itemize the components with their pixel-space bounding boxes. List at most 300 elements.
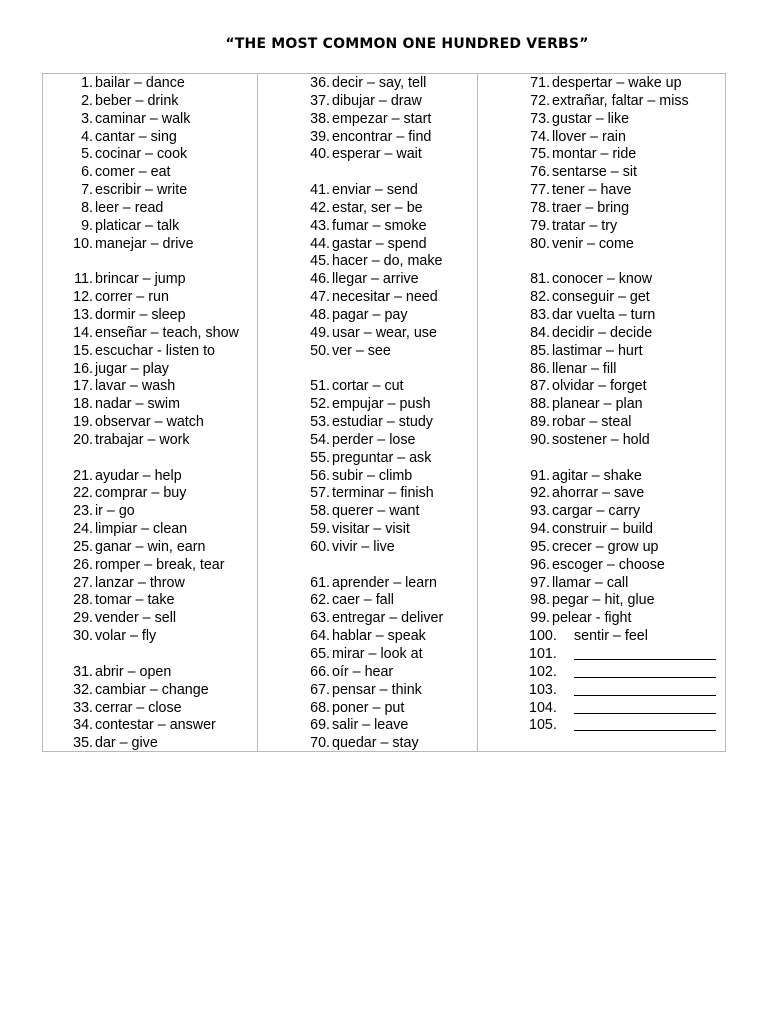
verb-number: 60.: [310, 538, 330, 555]
verb-item: [310, 396, 443, 414]
verb-item: [310, 253, 443, 271]
verb-item: [310, 538, 443, 557]
verb-number: 18.: [73, 396, 93, 413]
verb-translation: traer – bring: [552, 199, 630, 216]
verb-translation: pagar – pay: [332, 306, 408, 323]
verb-item: [530, 92, 716, 111]
verb-translation: correr – run: [95, 289, 169, 306]
verb-item: [530, 360, 716, 379]
verb-translation: preguntar – ask: [332, 449, 432, 466]
verb-item: [310, 717, 443, 735]
verb-number: 101.: [529, 646, 557, 662]
verb-item: [73, 592, 239, 610]
verb-item: [310, 146, 443, 164]
verb-translation: tomar – take: [95, 592, 175, 609]
verb-item: [530, 592, 716, 610]
verb-item: [310, 699, 443, 718]
verb-number: 53.: [310, 414, 330, 431]
verb-number: 29.: [73, 610, 93, 627]
verb-number: 19.: [73, 414, 93, 431]
verb-item: [310, 414, 443, 432]
verb-item: [310, 574, 443, 593]
verb-translation: trabajar – work: [95, 431, 190, 448]
verb-item: [310, 431, 443, 450]
verb-item: [530, 556, 716, 575]
verb-item: [81, 128, 239, 147]
verb-number: 83.: [530, 306, 550, 323]
verb-number: 94.: [530, 521, 550, 538]
verb-item: [310, 289, 443, 307]
blank-answer-line[interactable]: [574, 646, 716, 660]
verb-translation: volar – fly: [95, 628, 157, 645]
verb-number: 93.: [530, 503, 550, 520]
verb-number: 89.: [530, 414, 550, 431]
verb-translation: llegar – arrive: [332, 271, 419, 288]
verb-item: [530, 467, 716, 486]
verb-number: 78.: [530, 199, 550, 216]
verb-number: 105.: [529, 717, 557, 734]
verb-number: 76.: [530, 164, 550, 181]
verb-item: [310, 110, 443, 129]
verb-translation: extrañar, faltar – miss: [552, 92, 689, 109]
verb-translation: tener – have: [552, 182, 632, 199]
verb-item: [530, 235, 716, 254]
verb-item: [529, 681, 716, 700]
verb-translation: caer – fall: [332, 592, 394, 609]
verb-number: 34.: [73, 717, 93, 734]
verb-translation: contestar – answer: [95, 717, 216, 734]
verb-translation: dar – give: [95, 735, 158, 752]
verb-item: [81, 92, 239, 111]
verb-translation: enseñar – teach, show: [95, 324, 239, 341]
verb-number: 91.: [530, 467, 550, 484]
verb-item: [530, 146, 716, 164]
verb-number: 36.: [310, 75, 330, 91]
verb-translation: lavar – wash: [95, 378, 176, 395]
verb-number: 20.: [73, 431, 93, 448]
verb-item: [73, 289, 239, 307]
verb-item: [530, 306, 716, 325]
verb-number: 46.: [310, 271, 330, 288]
group-spacer: [552, 450, 716, 468]
verb-translation: robar – steal: [552, 414, 632, 431]
verb-item: [73, 735, 239, 753]
verb-translation: manejar – drive: [95, 235, 194, 252]
group-spacer: [95, 646, 239, 664]
verbs-table: [42, 73, 726, 752]
verb-translation: decidir – decide: [552, 324, 653, 341]
verb-item: [530, 289, 716, 307]
verb-translation: subir – climb: [332, 467, 413, 484]
verb-translation: escribir – write: [95, 182, 188, 199]
verb-item: [310, 306, 443, 325]
verb-item: [73, 235, 239, 254]
verb-translation: gustar – like: [552, 110, 630, 127]
verb-item: [81, 217, 239, 236]
verb-number: 41.: [310, 182, 330, 199]
verb-number: 15.: [73, 342, 93, 359]
verb-number: 85.: [530, 342, 550, 359]
verb-item: [529, 628, 716, 646]
verb-number: 26.: [73, 556, 93, 573]
verb-translation: escuchar - listen to: [95, 342, 215, 359]
verb-translation: lanzar – throw: [95, 574, 185, 591]
verb-number: 99.: [530, 610, 550, 627]
verb-item: [529, 717, 716, 735]
verb-number: 7.: [81, 182, 93, 199]
verb-number: 38.: [310, 110, 330, 127]
verb-number: 84.: [530, 324, 550, 341]
verb-item: [73, 485, 239, 503]
verb-item: [73, 628, 239, 646]
verb-number: 51.: [310, 378, 330, 395]
verb-number: 77.: [530, 182, 550, 199]
verb-number: 97.: [530, 574, 550, 591]
verb-number: 68.: [310, 699, 330, 716]
group-spacer: [332, 164, 443, 182]
verb-number: 45.: [310, 253, 330, 270]
verb-number: 33.: [73, 699, 93, 716]
verb-number: 12.: [73, 289, 93, 306]
verb-number: 92.: [530, 485, 550, 502]
verb-item: [73, 467, 239, 486]
verb-number: 73.: [530, 110, 550, 127]
verb-number: 2.: [81, 92, 93, 109]
verb-number: 22.: [73, 485, 93, 502]
verb-item: [310, 521, 443, 539]
verb-item: [310, 592, 443, 610]
verb-number: 102.: [529, 663, 557, 680]
verb-item: [310, 485, 443, 503]
verb-item: [529, 646, 716, 664]
verb-translation: dar vuelta – turn: [552, 306, 656, 323]
verb-translation: construir – build: [552, 521, 653, 538]
verb-translation: beber – drink: [95, 92, 179, 109]
blank-answer-line[interactable]: [574, 682, 716, 696]
column-divider: [257, 74, 258, 751]
verb-translation: esperar – wait: [332, 146, 422, 163]
verb-item: [73, 521, 239, 539]
verb-number: 74.: [530, 128, 550, 145]
verb-translation: dormir – sleep: [95, 306, 186, 323]
verb-number: 42.: [310, 199, 330, 216]
verb-number: 72.: [530, 92, 550, 109]
verb-item: [73, 396, 239, 414]
verb-translation: tratar – try: [552, 217, 618, 234]
verb-item: [310, 342, 443, 361]
verb-translation: ir – go: [95, 503, 135, 520]
verb-translation: pensar – think: [332, 681, 422, 698]
verb-translation: cantar – sing: [95, 128, 177, 145]
verb-item: [310, 735, 443, 753]
verb-item: [530, 574, 716, 593]
verb-number: 23.: [73, 503, 93, 520]
verb-item: [81, 164, 239, 182]
verb-column-3: [529, 75, 716, 735]
verb-number: 35.: [73, 735, 93, 752]
verb-translation: conocer – know: [552, 271, 653, 288]
verb-item: [310, 75, 443, 93]
verb-translation: visitar – visit: [332, 521, 410, 538]
verb-item: [73, 556, 239, 575]
verb-number: 11.: [74, 271, 93, 288]
verb-translation: olvidar – forget: [552, 378, 647, 395]
verb-translation: sentarse – sit: [552, 164, 638, 181]
verb-translation: cargar – carry: [552, 503, 641, 520]
verb-translation: aprender – learn: [332, 574, 437, 591]
verb-number: 64.: [310, 628, 330, 645]
verb-translation: bailar – dance: [95, 75, 185, 91]
verb-item: [73, 681, 239, 700]
verb-item: [81, 199, 239, 218]
verb-item: [310, 271, 443, 289]
verb-translation: estar, ser – be: [332, 199, 423, 216]
verb-item: [73, 503, 239, 521]
verb-item: [530, 199, 716, 218]
verb-translation: hablar – speak: [332, 628, 426, 645]
verb-number: 63.: [310, 610, 330, 627]
verb-item: [73, 610, 239, 628]
verb-translation: comer – eat: [95, 164, 171, 181]
verb-number: 5.: [81, 146, 93, 163]
verb-item: [310, 199, 443, 218]
verb-item: [310, 610, 444, 628]
verb-item: [73, 342, 239, 361]
verb-translation: pelear - fight: [552, 610, 632, 627]
verb-number: 57.: [310, 485, 330, 502]
verb-number: 86.: [530, 360, 550, 377]
verb-item: [73, 414, 239, 432]
blank-answer-line[interactable]: [574, 717, 716, 731]
verb-translation: abrir – open: [95, 663, 172, 680]
verb-number: 28.: [73, 592, 93, 609]
verb-item: [530, 182, 716, 200]
verb-item: [530, 128, 716, 147]
verb-number: 40.: [310, 146, 330, 163]
verb-number: 6.: [81, 164, 93, 181]
verb-number: 96.: [530, 556, 550, 573]
verb-translation: sentir – feel: [574, 628, 648, 645]
verb-number: 56.: [310, 467, 330, 484]
verb-number: 69.: [310, 717, 330, 734]
verb-translation: caminar – walk: [95, 110, 191, 127]
verb-translation: agitar – shake: [552, 467, 642, 484]
group-spacer: [332, 361, 443, 379]
verb-number: 82.: [530, 289, 550, 306]
verb-number: 95.: [530, 538, 550, 555]
verb-item: [530, 610, 716, 628]
verb-number: 104.: [529, 699, 557, 716]
verb-translation: vivir – live: [332, 538, 395, 555]
verb-translation: hacer – do, make: [332, 253, 443, 270]
verb-item: [530, 538, 716, 557]
verb-translation: planear – plan: [552, 396, 643, 413]
blank-answer-line[interactable]: [574, 700, 716, 714]
verb-number: 65.: [310, 646, 330, 662]
verb-translation: venir – come: [552, 235, 634, 252]
verb-item: [529, 663, 716, 682]
verb-item: [530, 75, 716, 93]
verb-translation: enviar – send: [332, 182, 418, 199]
verb-item: [73, 717, 239, 735]
verb-item: [310, 646, 443, 664]
verb-number: 67.: [310, 681, 330, 698]
verb-translation: lastimar – hurt: [552, 342, 643, 359]
verb-item: [73, 378, 239, 396]
verb-number: 3.: [81, 110, 93, 127]
verb-item: [530, 521, 716, 539]
verb-translation: perder – lose: [332, 431, 416, 448]
verb-translation: fumar – smoke: [332, 217, 427, 234]
verb-translation: comprar – buy: [95, 485, 187, 502]
verb-item: [310, 324, 443, 343]
verb-translation: limpiar – clean: [95, 521, 188, 538]
verb-item: [530, 324, 716, 343]
verb-item: [530, 503, 716, 521]
verb-translation: estudiar – study: [332, 414, 433, 431]
verb-translation: cortar – cut: [332, 378, 404, 395]
verb-item: [530, 217, 716, 236]
verb-item: [310, 378, 443, 396]
verb-item: [310, 182, 443, 200]
verb-number: 43.: [310, 217, 330, 234]
page-title: “THE MOST COMMON ONE HUNDRED VERBS”: [225, 36, 589, 52]
verb-item: [530, 110, 716, 129]
verb-translation: llenar – fill: [552, 360, 617, 377]
verb-translation: ahorrar – save: [552, 485, 645, 502]
verb-translation: ver – see: [332, 342, 391, 359]
verb-number: 103.: [529, 681, 557, 698]
verb-number: 17.: [73, 378, 93, 395]
verb-number: 70.: [310, 735, 330, 752]
verb-translation: montar – ride: [552, 146, 637, 163]
verb-number: 66.: [310, 663, 330, 680]
verb-translation: salir – leave: [332, 717, 409, 734]
verb-translation: crecer – grow up: [552, 538, 659, 555]
verb-item: [530, 378, 716, 396]
verb-item: [310, 217, 443, 236]
verb-item: [530, 342, 716, 361]
verb-number: 32.: [73, 681, 93, 698]
column-divider: [477, 74, 478, 751]
verb-translation: terminar – finish: [332, 485, 434, 502]
verb-item: [310, 128, 443, 147]
verb-number: 37.: [310, 92, 330, 109]
group-spacer: [95, 253, 239, 271]
verb-translation: llamar – call: [552, 574, 629, 591]
verb-translation: dibujar – draw: [332, 92, 422, 109]
verb-number: 61.: [310, 574, 330, 591]
verb-number: 52.: [310, 396, 330, 413]
verb-translation: empezar – start: [332, 110, 432, 127]
verb-column-2: [310, 75, 444, 753]
verb-number: 48.: [310, 306, 330, 323]
verb-translation: usar – wear, use: [332, 324, 437, 341]
verb-item: [73, 360, 239, 379]
verb-translation: observar – watch: [95, 414, 204, 431]
verb-translation: escoger – choose: [552, 556, 665, 573]
verb-column-1: [73, 75, 239, 753]
group-spacer: [552, 253, 716, 271]
verb-item: [73, 574, 239, 593]
verb-translation: jugar – play: [95, 360, 169, 377]
verb-translation: poner – put: [332, 699, 405, 716]
verb-item: [81, 182, 239, 200]
verb-number: 39.: [310, 128, 330, 145]
verb-number: 9.: [81, 217, 93, 234]
verb-translation: entregar – deliver: [332, 610, 444, 627]
verb-item: [73, 538, 239, 557]
verb-number: 14.: [73, 324, 93, 341]
verb-translation: brincar – jump: [95, 271, 186, 288]
verb-item: [73, 306, 239, 325]
verb-item: [73, 324, 239, 343]
verb-translation: cerrar – close: [95, 699, 182, 716]
verb-number: 90.: [530, 431, 550, 448]
verb-number: 4.: [81, 128, 93, 145]
verb-number: 21.: [73, 467, 93, 484]
verb-number: 30.: [73, 628, 93, 645]
verb-translation: necesitar – need: [332, 289, 438, 306]
verb-number: 31.: [73, 663, 93, 680]
verb-translation: nadar – swim: [95, 396, 181, 413]
verb-item: [530, 271, 716, 289]
verb-number: 75.: [530, 146, 550, 163]
verb-item: [529, 699, 716, 718]
verb-item: [73, 431, 239, 450]
verb-translation: cocinar – cook: [95, 146, 188, 163]
verb-item: [530, 431, 716, 450]
verb-translation: sostener – hold: [552, 431, 650, 448]
verb-translation: decir – say, tell: [332, 75, 427, 91]
group-spacer: [332, 557, 443, 575]
verb-number: 98.: [530, 592, 550, 609]
verb-item: [310, 235, 443, 254]
verb-translation: querer – want: [332, 503, 420, 520]
verb-item: [73, 663, 239, 682]
verb-translation: ganar – win, earn: [95, 538, 206, 555]
verb-translation: oír – hear: [332, 663, 394, 680]
verb-item: [310, 467, 443, 486]
verb-translation: pegar – hit, glue: [552, 592, 655, 609]
verb-number: 54.: [310, 431, 330, 448]
verb-item: [310, 92, 443, 111]
blank-answer-line[interactable]: [574, 664, 716, 678]
verb-number: 62.: [310, 592, 330, 609]
verb-translation: despertar – wake up: [552, 75, 682, 91]
verb-item: [74, 271, 239, 289]
verb-translation: mirar – look at: [332, 646, 423, 662]
verb-item: [73, 699, 239, 718]
verb-number: 50.: [310, 342, 330, 359]
verb-item: [530, 164, 716, 182]
verb-translation: platicar – talk: [95, 217, 180, 234]
verb-number: 27.: [73, 574, 93, 591]
verb-translation: gastar – spend: [332, 235, 427, 252]
verb-number: 55.: [310, 449, 330, 466]
verb-item: [310, 663, 443, 682]
verb-number: 100.: [529, 628, 557, 645]
verb-item: [310, 503, 443, 521]
verb-translation: llover – rain: [552, 128, 626, 145]
verb-number: 71.: [530, 75, 550, 91]
verb-number: 88.: [530, 396, 550, 413]
verb-item: [310, 681, 443, 700]
verb-number: 16.: [73, 360, 93, 377]
verb-translation: quedar – stay: [332, 735, 419, 752]
verb-number: 13.: [73, 306, 93, 323]
verb-translation: romper – break, tear: [95, 556, 225, 573]
